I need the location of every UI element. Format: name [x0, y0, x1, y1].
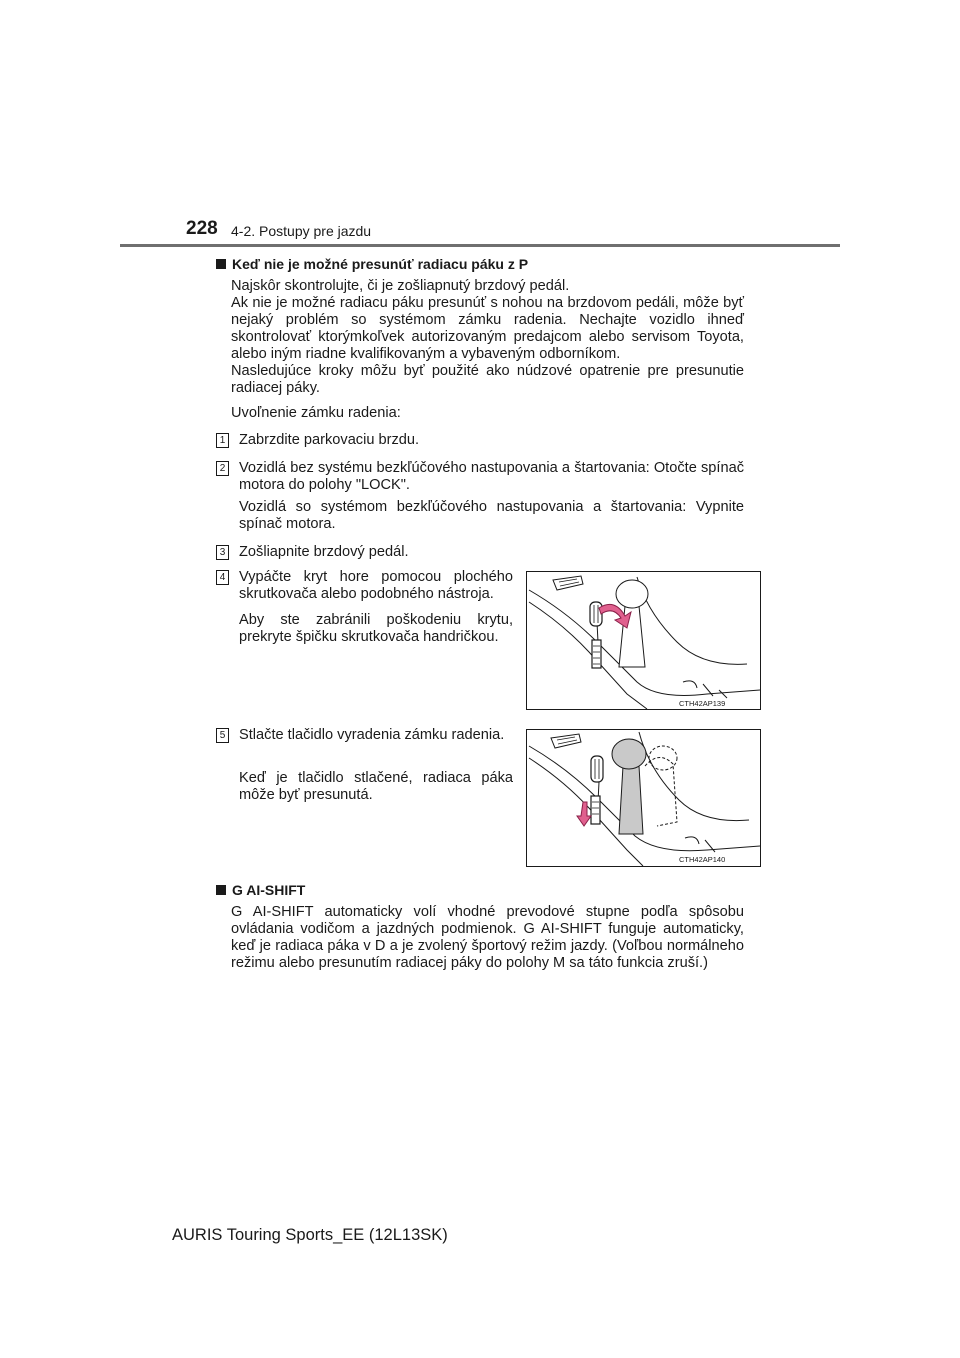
heading-shift-lock	[216, 256, 528, 272]
step-number-1: 1	[216, 433, 229, 448]
step-number-5: 5	[216, 728, 229, 743]
step-5-text: Stlačte tlačidlo vyradenia zámku radenia.	[239, 727, 505, 743]
shift-lock-release-illustration	[527, 730, 760, 866]
paragraph-release-intro: Uvoľnenie zámku radenia:	[231, 405, 401, 421]
paragraph-shift-lock-problem: Ak nie je možné radiacu páku presunúť s nohou na brzdovom pedáli, môže byť nejaký problém so systémom zámku radenia. Nechajte vozidlo ihneď skontrolovať ktorýmkoľvek autorizovaným predajcom alebo servisom Toyota, alebo iným riadne kvalifikovaným a vybaveným odborníkom.	[231, 295, 744, 362]
shift-lever-cover-illustration	[527, 572, 760, 709]
paragraph-check-brake: Najskôr skontrolujte, či je zošliapnutý brzdový pedál.	[231, 278, 570, 294]
heading-text: Keď nie je možné presunúť radiacu páku z P	[232, 256, 529, 272]
figure-release-button	[526, 729, 761, 867]
step-5-note: Keď je tlačidlo stlačené, radiaca páka môže byť presunutá.	[239, 770, 513, 803]
header-rule	[120, 244, 840, 247]
heading-g-ai-shift	[216, 882, 305, 898]
step-number-3: 3	[216, 545, 229, 560]
step-1-text: Zabrzdite parkovaciu brzdu.	[239, 432, 420, 448]
paragraph-emergency-steps: Nasledujúce kroky môžu byť použité ako núdzové opatrenie pre presunutie radiacej páky.	[231, 363, 744, 396]
step-2-text-keyless: Vozidlá so systémom bezkľúčového nastupovania a štartovania: Vypnite spínač motora.	[239, 499, 744, 532]
paragraph-g-ai-shift: G AI-SHIFT automaticky volí vhodné prevodové stupne podľa spôsobu ovládania vodičom a jazdných podmienok. G AI-SHIFT funguje automaticky, keď je radiaca páka v D a je zvolený športový režim jazdy. (Voľbou normálneho režimu alebo presunutím radiacej páky do polohy M sa táto funkcia zruší.)	[231, 904, 744, 971]
step-number-2: 2	[216, 461, 229, 476]
step-2-text: Vozidlá bez systému bezkľúčového nastupovania a štartovania: Otočte spínač motora do polohy "LOCK".	[239, 460, 744, 493]
page-number: 228	[186, 218, 218, 239]
section-title: 4-2. Postupy pre jazdu	[231, 223, 372, 239]
bullet-square-icon	[216, 259, 226, 269]
figure-1-code: CTH42AP139	[679, 699, 726, 708]
heading-text: G AI-SHIFT	[232, 882, 306, 898]
step-4-note: Aby ste zabránili poškodeniu krytu, prekryte špičku skrutkovača handričkou.	[239, 612, 513, 645]
bullet-square-icon	[216, 885, 226, 895]
step-3-text: Zošliapnite brzdový pedál.	[239, 544, 409, 560]
step-number-4: 4	[216, 570, 229, 585]
figure-2-code: CTH42AP140	[679, 855, 726, 864]
step-4-text: Vypáčte kryt hore pomocou plochého skrutkovača alebo podobného nástroja.	[239, 569, 513, 602]
figure-pry-cover	[526, 571, 761, 710]
footer-model: AURIS Touring Sports_EE (12L13SK)	[172, 1226, 448, 1244]
